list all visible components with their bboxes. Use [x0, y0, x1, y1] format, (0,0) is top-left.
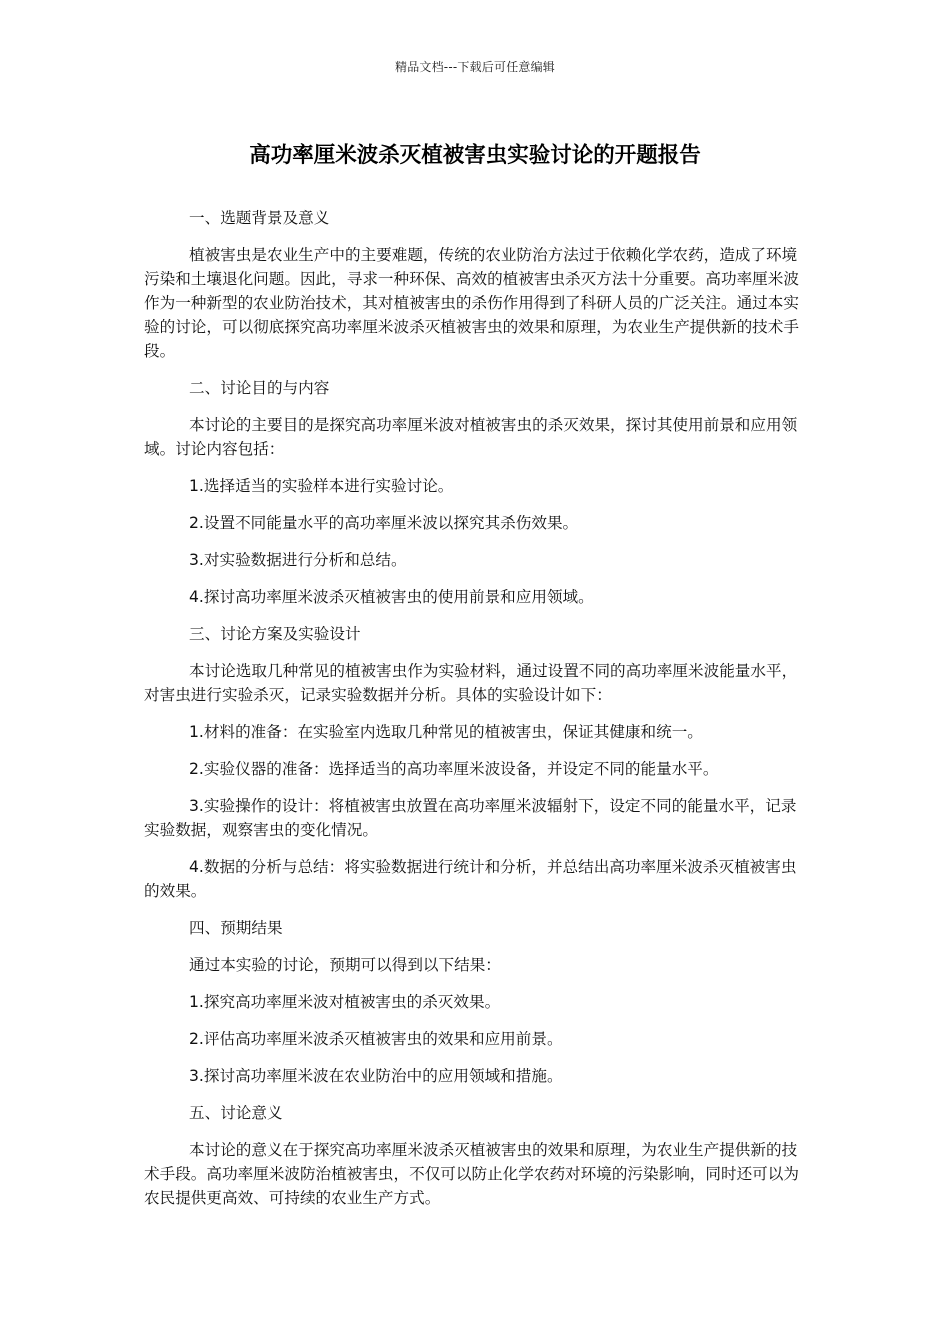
list-item: 2.实验仪器的准备：选择适当的高功率厘米波设备，并设定不同的能量水平。: [189, 760, 719, 778]
list-item: 2.评估高功率厘米波杀灭植被害虫的效果和应用前景。: [189, 1030, 563, 1048]
section-heading: 五、讨论意义: [189, 1104, 283, 1122]
section-heading: 一、选题背景及意义: [189, 209, 330, 227]
list-item: 1.选择适当的实验样本进行实验讨论。: [189, 477, 454, 495]
list-item: 2.设置不同能量水平的高功率厘米波以探究其杀伤效果。: [189, 514, 579, 532]
paragraph: 植被害虫是农业生产中的主要难题，传统的农业防治方法过于依赖化学农药，造成了环境污染和土壤退化问题。因此，寻求一种环保、高效的植被害虫杀灭方法十分重要。高功率厘米波作为一种新型的农业防治技术，其对植被害虫的杀伤作用得到了科研人员的广泛关注。通过本实验的讨论，可以彻底探究高功率厘米波杀灭植被害虫的效果和原理，为农业生产提供新的技术手段。: [144, 246, 799, 360]
list-item: 4.数据的分析与总结：将实验数据进行统计和分析，并总结出高功率厘米波杀灭植被害虫的效果。: [144, 858, 797, 900]
section-heading: 四、预期结果: [189, 919, 283, 937]
page-header: 精品文档---下载后可任意编辑: [395, 60, 555, 74]
list-item: 3.探讨高功率厘米波在农业防治中的应用领域和措施。: [189, 1067, 563, 1085]
list-item: 3.实验操作的设计：将植被害虫放置在高功率厘米波辐射下，设定不同的能量水平，记录实验数据，观察害虫的变化情况。: [144, 797, 797, 839]
list-item: 4.探讨高功率厘米波杀灭植被害虫的使用前景和应用领域。: [189, 588, 594, 606]
document-body: [144, 206, 808, 1223]
paragraph: 本讨论选取几种常见的植被害虫作为实验材料，通过设置不同的高功率厘米波能量水平，对害虫进行实验杀灭，记录实验数据并分析。具体的实验设计如下：: [144, 662, 798, 704]
paragraph: 本讨论的意义在于探究高功率厘米波杀灭植被害虫的效果和原理，为农业生产提供新的技术手段。高功率厘米波防治植被害虫，不仅可以防止化学农药对环境的污染影响，同时还可以为农民提供更高效、可持续的农业生产方式。: [144, 1141, 799, 1207]
paragraph: 通过本实验的讨论，预期可以得到以下结果：: [189, 956, 501, 974]
section-heading: 三、讨论方案及实验设计: [189, 625, 361, 643]
document-title: 高功率厘米波杀灭植被害虫实验讨论的开题报告: [249, 143, 701, 168]
section-heading: 二、讨论目的与内容: [189, 379, 330, 397]
list-item: 1.材料的准备：在实验室内选取几种常见的植被害虫，保证其健康和统一。: [189, 723, 703, 741]
list-item: 3.对实验数据进行分析和总结。: [189, 551, 407, 569]
paragraph: 本讨论的主要目的是探究高功率厘米波对植被害虫的杀灭效果，探讨其使用前景和应用领域。讨论内容包括：: [144, 416, 798, 458]
list-item: 1.探究高功率厘米波对植被害虫的杀灭效果。: [189, 993, 501, 1011]
